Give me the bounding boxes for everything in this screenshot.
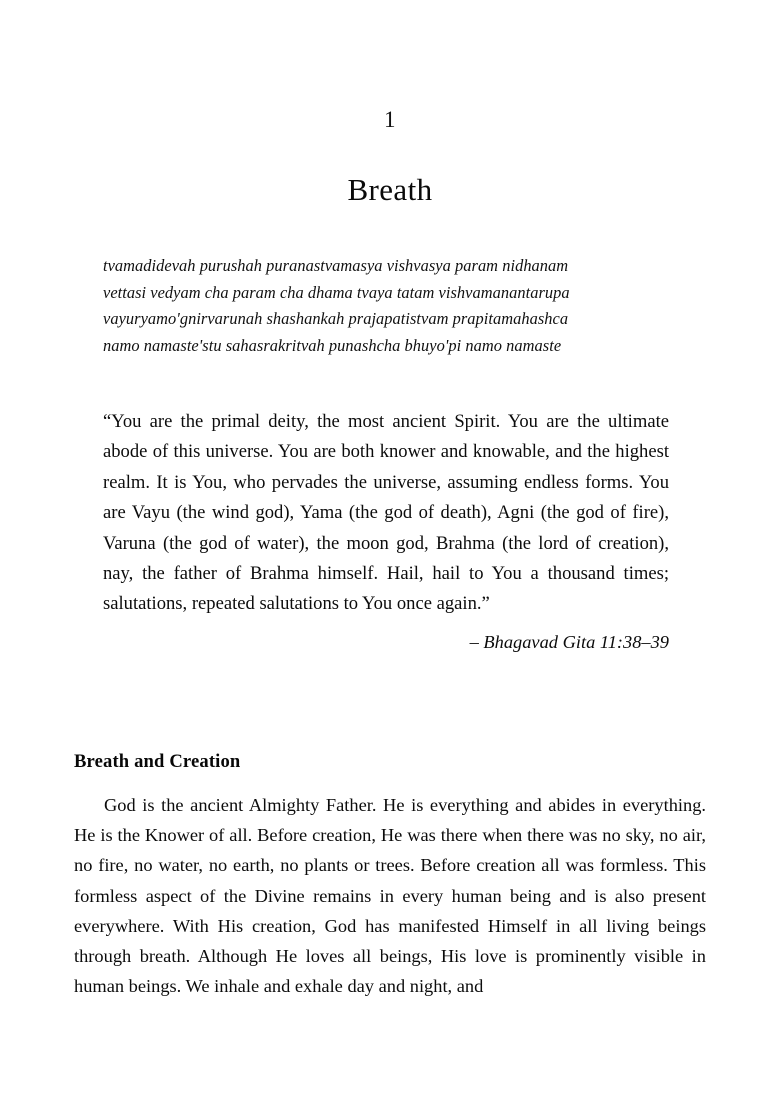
verse-line: tvamadidevah purushah puranastvamasya vishvasya param nidhanam bbox=[103, 256, 569, 275]
quotation-text: “You are the primal deity, the most ancient Spirit. You are the ultimate abode of this universe. You are both knower and knowable, and the highest realm. It is You, who pervades the universe, assuming endless forms. You are Vayu (the wind god), Yama (the god of death), Agni (the god of fire), Varuna (the god of water), the moon god, Brahma (the lord of creation), nay, the father of Brahma himself. Hail, hail to You a thousand times; salutations, repeated salutations to You once again.” bbox=[103, 411, 669, 615]
quotation-attribution: – Bhagavad Gita 11:38–39 bbox=[469, 631, 669, 652]
chapter-title: Breath bbox=[347, 172, 433, 207]
verse-line: vettasi vedyam cha param cha dhama tvaya tatam vishvamanantarupa bbox=[103, 282, 570, 302]
chapter-number: 1 bbox=[384, 107, 396, 132]
section-heading: Breath and Creation bbox=[74, 751, 241, 772]
sanskrit-verse-block bbox=[103, 253, 669, 359]
body-paragraph: God is the ancient Almighty Father. He is everything and abides in everything. He is the Knower of all. Before creation, He was there when there was no sky, no air, no fire, no water, no earth, no plants or trees. Before creation all was formless. This formless aspect of the Divine remains in every human being and is also present everywhere. With His creation, God has manifested Himself in all living beings through breath. Although He loves all beings, His love is prominently visible in human beings. We inhale and exhale day and night, and bbox=[74, 795, 706, 997]
verse-line: namo namaste'stu sahasrakritvah punashcha bhuyo'pi namo namaste bbox=[103, 335, 562, 355]
quotation-block bbox=[103, 407, 669, 656]
body-paragraph-block bbox=[74, 790, 706, 1001]
verse-line: vayuryamo'gnirvarunah shashankah prajapatistvam prapitamahashca bbox=[103, 309, 569, 329]
